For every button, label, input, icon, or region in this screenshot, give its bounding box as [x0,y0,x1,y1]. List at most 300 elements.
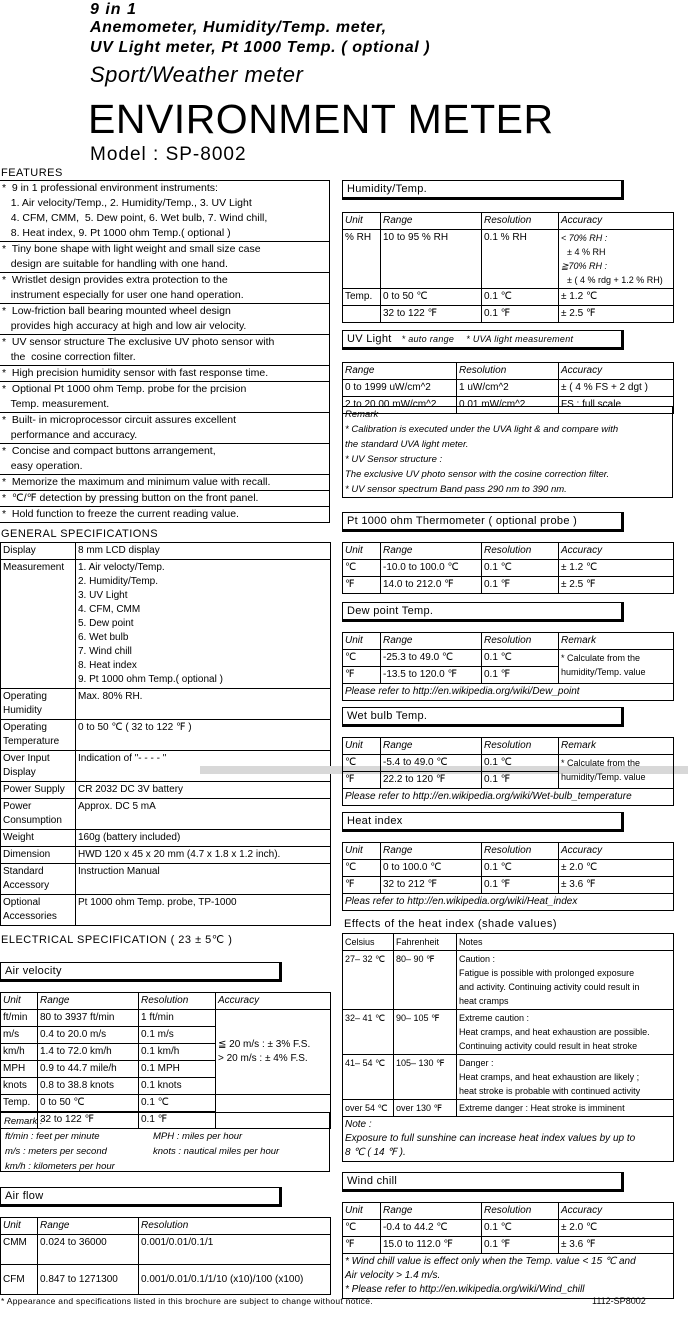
table-row [1,1235,331,1265]
header-cell: Unit [343,738,381,755]
accuracy-cell [216,1010,331,1095]
unit-cell: ℉ [343,577,381,594]
note-line[interactable]: * Please refer to http://en.wikipedia.org/wiki/Wind_chill [345,1284,585,1295]
header-cell: Accuracy [559,213,674,230]
model-number: Model : SP-8002 [90,144,247,165]
table-header-row [343,843,674,860]
resolution-cell: 0.1 ℃ [482,1220,559,1237]
fahrenheit-cell: 80– 90 ℉ [394,951,457,1010]
unit-cell: ℃ [343,650,381,667]
accuracy-line: ≦ 20 m/s : ± 3% F.S. [218,1039,311,1050]
header-cell: Range [381,738,482,755]
note-line: and activity. Continuing activity could result in [459,982,640,992]
remark-line: knots : nautical miles per hour [153,1146,280,1157]
wind-chill-table [342,1202,674,1299]
feature-line: * Built- in microprocessor circuit assures excellent [2,414,236,426]
accuracy-cell [559,230,674,289]
uv-remark-box [342,406,673,498]
reference-link[interactable]: Pleas refer to http://en.wikipedia.org/wiki/Heat_index [343,894,674,911]
notes-cell [457,1100,674,1117]
range-cell: 32 to 212 ℉ [381,877,482,894]
note-line: Extreme caution : [459,1013,530,1023]
range-cell: 2 to 20.00 mW/cm^2 [343,397,457,414]
remark-line: MPH : miles per hour [153,1131,243,1142]
header-cell: Celsius [343,934,394,951]
spec-value: HWD 120 x 45 x 20 mm (4.7 x 1.8 x 1.2 inch). [76,847,331,864]
feature-line: Temp. measurement. [2,398,110,410]
range-cell: 15.0 to 112.0 ℉ [381,1237,482,1254]
resolution-cell: 0.1 ℃ [482,560,559,577]
resolution-cell: 0.1 ℉ [482,772,559,789]
table-header-row [343,543,674,560]
accuracy-cell: ± 1.2 ℃ [559,289,674,306]
feature-item [0,366,330,382]
resolution-cell: 1 ft/min [139,1010,216,1027]
unit-cell: ℉ [343,772,381,789]
range-cell: -10.0 to 100.0 ℃ [381,560,482,577]
electrical-heading: ELECTRICAL SPECIFICATION ( 23 ± 5℃ ) [1,934,233,946]
resolution-cell: 0.001/0.01/0.1/1/10 (x10)/100 (x100) [139,1265,331,1295]
feature-line: * Wristlet design provides extra protection to the [2,274,228,286]
resolution-cell: 0.1 knots [139,1078,216,1095]
spec-value: 160g (battery included) [76,830,331,847]
accuracy-cell: ± 2.5 ℉ [559,577,674,594]
note-line: Danger : [459,1058,494,1068]
accuracy-line: < 70% RH : [561,233,608,243]
spec-row [1,799,331,830]
remark-line: km/h : kilometers per hour [5,1161,115,1172]
header-cell: Accuracy [559,363,674,380]
spec-label: Operating Temperature [1,720,76,751]
pt1000-title: Pt 1000 ohm Thermometer ( optional probe ) [342,512,624,532]
header-cell: Remark [559,633,674,650]
table-row [1,1010,331,1027]
header-cell: Unit [343,543,381,560]
header-cell: Range [381,543,482,560]
feature-line: 8. Heat index, 9. Pt 1000 ohm Temp.( optional ) [2,227,231,239]
note-line: Air velocity > 1.4 m/s. [345,1270,441,1281]
table-row [343,650,674,667]
header-cell: Resolution [139,1218,331,1235]
accuracy-line: ± 4 % RH [567,247,606,257]
feature-line: design are suitable for handling with one hand. [2,258,228,270]
note-cell [343,1254,674,1299]
remark-line: * UV Sensor structure : [345,454,443,465]
remark-heading: Remark : [4,1116,43,1127]
feature-line: easy operation. [2,460,83,472]
spec-value: CR 2032 DC 3V battery [76,782,331,799]
unit-cell: ℃ [343,560,381,577]
feature-line: * Low-friction ball bearing mounted wheel design [2,305,231,317]
features-heading: FEATURES [1,167,63,179]
feature-line: * Tiny bone shape with light weight and small size case [2,243,261,255]
note-line: Extreme danger : Heat stroke is imminent [459,1103,625,1113]
range-cell: -5.4 to 49.0 ℃ [381,755,482,772]
range-cell: 0.024 to 36000 [38,1235,139,1265]
resolution-cell: 0.1 km/h [139,1044,216,1061]
note-line: Heat cramps, and heat exhaustion are likely ; [459,1072,640,1082]
unit-cell: ℃ [343,860,381,877]
uv-title-text: UV Light [347,333,392,345]
spec-value: 0 to 50 ℃ ( 32 to 122 ℉ ) [76,720,331,751]
pt1000-table [342,542,674,594]
range-cell: 0.9 to 44.7 mile/h [38,1061,139,1078]
header-cell: Unit [343,1203,381,1220]
note-line: * Wind chill value is effect only when the Temp. value < 15 ℃ and [345,1256,636,1267]
features-list [0,180,330,523]
header-cell: Unit [1,993,38,1010]
unit-cell: knots [1,1078,38,1095]
table-row [343,1237,674,1254]
spec-value: Indication of "- - - - " [76,751,331,782]
accuracy-cell: ± 2.0 ℃ [559,860,674,877]
header-cell: Accuracy [559,843,674,860]
spec-row [1,830,331,847]
table-row [343,860,674,877]
feature-line: * Optional Pt 1000 ohm Temp. probe for the prcision [2,383,247,395]
header-cell: Accuracy [559,1203,674,1220]
note-line: Fatigue is possible with prolonged exposure [459,968,635,978]
header-cell: Remark [559,738,674,755]
footer-disclaimer: * Appearance and specifications listed in this brochure are subject to change without notice. [1,1296,373,1306]
feature-item [0,273,330,304]
header-cell: Fahrenheit [394,934,457,951]
feature-item [0,444,330,475]
accuracy-cell: ± 1.2 ℃ [559,560,674,577]
range-cell: -13.5 to 120.0 ℉ [381,667,482,684]
spec-value: Pt 1000 ohm Temp. probe, TP-1000 [76,895,331,926]
spec-label: Dimension [1,847,76,864]
general-specs-table [0,542,331,926]
effects-title: Effects of the heat index (shade values) [344,918,558,930]
feature-line: * High precision humidity sensor with fast response time. [2,367,269,379]
header-cell: Unit [343,843,381,860]
header-cell: Notes [457,934,674,951]
footer-code: 1112-SP8002 [592,1296,646,1306]
spec-label: Over Input Display [1,751,76,782]
resolution-cell: 0.1 ℃ [482,755,559,772]
effects-table [342,933,674,1162]
header-cell: Unit [1,1218,38,1235]
spec-label: Power Supply [1,782,76,799]
reference-row [343,684,674,701]
feature-item [0,475,330,491]
air-velocity-remark [0,1112,330,1172]
unit-cell: ℉ [343,1237,381,1254]
table-row [343,380,674,397]
table-header-row [343,1203,674,1220]
air-velocity-title: Air velocity [0,962,282,982]
air-flow-title: Air flow [0,1187,282,1207]
table-header-row [343,934,674,951]
feature-item [0,242,330,273]
spec-label: Display [1,543,76,560]
resolution-cell: 0.1 ℃ [139,1095,216,1112]
range-cell: 0.847 to 1271300 [38,1265,139,1295]
accuracy-cell: ± 3.6 ℉ [559,877,674,894]
unit-cell [343,306,381,323]
unit-cell: MPH [1,1061,38,1078]
spec-row [1,895,331,926]
range-cell: 32 to 122 ℉ [38,1112,139,1129]
note-line: 8 ℃ ( 14 ℉ ). [345,1147,406,1158]
fahrenheit-cell: over 130 ℉ [394,1100,457,1117]
header-cell: Resolution [482,213,559,230]
spec-label: Weight [1,830,76,847]
header-line-1: 9 in 1 [90,1,137,18]
range-cell: 0 to 1999 uW/cm^2 [343,380,457,397]
table-row [343,577,674,594]
table-row [343,560,674,577]
header-cell: Unit [343,633,381,650]
spec-label: Optional Accessories [1,895,76,926]
note-row [343,1254,674,1299]
feature-item [0,507,330,523]
heat-index-title: Heat index [342,812,624,832]
celsius-cell: over 54 ℃ [343,1100,394,1117]
resolution-cell: 0.1 ℃ [482,289,559,306]
unit-cell: Temp. [343,289,381,306]
header-cell: Range [381,213,482,230]
table-row [343,877,674,894]
remark-line: * Calibration is executed under the UVA light & and compare with [345,424,619,435]
notes-cell [457,1010,674,1055]
accuracy-cell: FS : full scale [559,397,674,414]
note-line: Continuing activity could result in heat stroke [459,1041,638,1051]
remark-line: Remark [345,409,379,420]
unit-cell: Temp. [1,1095,38,1112]
feature-item [0,181,330,242]
range-cell: 80 to 3937 ft/min [38,1010,139,1027]
range-cell: 0.8 to 38.8 knots [38,1078,139,1095]
resolution-cell: 0.1 ℉ [482,877,559,894]
header-cell: Unit [343,213,381,230]
uv-note-auto-range: * auto range [401,334,455,344]
remark-line: The exclusive UV photo sensor with the cosine correction filter. [345,469,610,480]
resolution-cell: 0.001/0.01/0.1/1 [139,1235,331,1265]
spec-value: 8 mm LCD display [76,543,331,560]
fahrenheit-cell: 90– 105 ℉ [394,1010,457,1055]
reference-link[interactable]: Please refer to http://en.wikipedia.org/wiki/Wet-bulb_temperature [343,789,674,806]
resolution-cell: 0.1 ℉ [482,667,559,684]
remark-line: ft/min : feet per minute [5,1131,100,1142]
accuracy-cell: ± 2.5 ℉ [559,306,674,323]
feature-line: * UV sensor structure The exclusive UV photo sensor with [2,336,275,348]
humidity-title: Humidity/Temp. [342,180,624,200]
unit-cell: % RH [343,230,381,289]
heat-index-table [342,842,674,911]
range-cell: -25.3 to 49.0 ℃ [381,650,482,667]
remark-line: the standard UVA light meter. [345,439,469,450]
resolution-cell: 0.1 ℃ [482,860,559,877]
header-cell: Range [38,993,139,1010]
table-header-row [1,993,331,1010]
resolution-cell: 1 uW/cm^2 [457,380,559,397]
feature-item [0,304,330,335]
table-row [343,1220,674,1237]
note-row [343,1117,674,1162]
feature-line: 4. CFM, CMM, 5. Dew point, 6. Wet bulb, 7. Wind chill, [2,212,268,224]
table-header-row [343,363,674,380]
spec-label: Power Consumption [1,799,76,830]
header-cell: Resolution [482,543,559,560]
general-specs-heading: GENERAL SPECIFICATIONS [1,528,159,540]
unit-cell: km/h [1,1044,38,1061]
feature-line: the cosine correction filter. [2,351,136,363]
table-header-row [343,213,674,230]
feature-item [0,382,330,413]
accuracy-line: ≧70% RH : [561,261,608,271]
table-row [343,289,674,306]
note-cell [343,1117,674,1162]
header-cell: Resolution [482,738,559,755]
note-line: Exposure to full sunshine can increase heat index values by up to [345,1133,636,1144]
resolution-cell: 0.1 ℃ [482,650,559,667]
remark-line: humidity/Temp. value [561,772,646,782]
note-line: Note : [345,1119,372,1130]
spec-label: Operating Humidity [1,689,76,720]
remark-line: m/s : meters per second [5,1146,107,1157]
header-cell: Range [381,843,482,860]
note-line: Caution : [459,954,496,964]
spec-row [1,720,331,751]
header-line-2: Anemometer, Humidity/Temp. meter, [90,19,387,36]
resolution-cell: 0.1 % RH [482,230,559,289]
range-cell: 0 to 100.0 ℃ [381,860,482,877]
header-cell: Range [38,1218,139,1235]
remark-cell [559,755,674,789]
reference-row [343,789,674,806]
unit-cell: ℃ [343,755,381,772]
spec-value: 1. Air velocty/Temp. 2. Humidity/Temp. 3. UV Light 4. CFM, CMM 5. Dew point 6. Wet bulb 7. Wind chill 8. Heat index 9. Pt 1000 ohm Temp.( optional ) [76,560,331,689]
reference-row [343,894,674,911]
table-row [343,306,674,323]
feature-item [0,335,330,366]
header-cell: Resolution [482,843,559,860]
resolution-cell: 0.1 ℉ [482,1237,559,1254]
uv-note-uva: * UVA light measurement [466,334,574,344]
range-cell: 1.4 to 72.0 km/h [38,1044,139,1061]
spec-row [1,560,331,689]
uv-light-title [342,330,624,350]
resolution-cell: 0.1 MPH [139,1061,216,1078]
accuracy-cell: ± ( 4 % FS + 2 dgt ) [559,380,674,397]
feature-line: * Concise and compact buttons arrangement, [2,445,216,457]
air-flow-table [0,1217,331,1295]
reference-link[interactable]: Please refer to http://en.wikipedia.org/wiki/Dew_point [343,684,674,701]
remark-cell [559,650,674,684]
range-cell: 10 to 95 % RH [381,230,482,289]
table-row [343,230,674,289]
spec-value: Instruction Manual [76,864,331,895]
feature-line: performance and accuracy. [2,429,138,441]
spec-row [1,543,331,560]
feature-line: * ℃/℉ detection by pressing button on the front panel. [2,492,259,504]
unit-cell: m/s [1,1027,38,1044]
header-line-4: Sport/Weather meter [90,62,304,87]
dew-point-table [342,632,674,701]
table-row [343,1010,674,1055]
header-cell: Resolution [457,363,559,380]
spec-row [1,847,331,864]
resolution-cell: 0.1 ℉ [482,577,559,594]
spec-row [1,782,331,799]
range-cell: 0 to 50 ℃ [381,289,482,306]
humidity-table [342,212,674,323]
header-cell: Range [381,633,482,650]
spec-value: Approx. DC 5 mA [76,799,331,830]
page-title: ENVIRONMENT METER [88,96,554,142]
resolution-cell: 0.1 ℉ [482,306,559,323]
resolution-cell: 0.01 mW/cm^2 [457,397,559,414]
table-header-row [1,1218,331,1235]
range-cell: 14.0 to 212.0 ℉ [381,577,482,594]
celsius-cell: 27– 32 ℃ [343,951,394,1010]
note-line: heat cramps [459,996,509,1006]
spec-value: Max. 80% RH. [76,689,331,720]
celsius-cell: 41– 54 ℃ [343,1055,394,1100]
table-row [1,1265,331,1295]
note-line: heat stroke is probable with continued activity [459,1086,641,1096]
table-row [1,1095,331,1112]
celsius-cell: 32– 41 ℃ [343,1010,394,1055]
remark-line: * Calculate from the [561,653,641,663]
feature-item [0,413,330,444]
note-line: Heat cramps, and heat exhaustion are possible. [459,1027,650,1037]
remark-line: * UV sensor spectrum Band pass 290 nm to 390 nm. [345,484,567,495]
header-cell: Range [343,363,457,380]
resolution-cell: 0.1 ℉ [139,1112,216,1129]
remark-line: * Calculate from the [561,758,641,768]
header-cell: Accuracy [559,543,674,560]
unit-cell: CMM [1,1235,38,1265]
range-cell: 32 to 122 ℉ [381,306,482,323]
header-cell: Resolution [139,993,216,1010]
header-cell: Range [381,1203,482,1220]
feature-line: * Memorize the maximum and minimum value with recall. [2,476,271,488]
notes-cell [457,951,674,1010]
feature-line: * 9 in 1 professional environment instruments: [2,182,218,194]
table-row [343,1100,674,1117]
feature-line: provides high accuracy at high and low air velocity. [2,320,247,332]
range-cell: 0 to 50 ℃ [38,1095,139,1112]
feature-line: instrument especially for user one hand operation. [2,289,244,301]
feature-item [0,491,330,507]
unit-cell: ft/min [1,1010,38,1027]
fahrenheit-cell: 105– 130 ℉ [394,1055,457,1100]
resolution-cell: 0.1 m/s [139,1027,216,1044]
spec-label: Measurement [1,560,76,689]
spec-row [1,689,331,720]
range-cell: 22.2 to 120 ℉ [381,772,482,789]
spec-label: Standard Accessory [1,864,76,895]
accuracy-cell: ± 3.6 ℉ [559,1237,674,1254]
accuracy-cell: ± 2.0 ℃ [559,1220,674,1237]
table-row [343,755,674,772]
table-header-row [343,633,674,650]
table-row [343,1055,674,1100]
header-line-3: UV Light meter, Pt 1000 Temp. ( optional ) [90,39,431,56]
wind-chill-title: Wind chill [342,1172,624,1192]
accuracy-line: ± ( 4 % rdg + 1.2 % RH) [567,275,663,285]
notes-cell [457,1055,674,1100]
table-row [343,951,674,1010]
unit-cell: ℉ [343,877,381,894]
unit-cell: ℃ [343,1220,381,1237]
feature-line: * Hold function to freeze the current reading value. [2,508,239,520]
range-cell: 0.4 to 20.0 m/s [38,1027,139,1044]
feature-line: 1. Air velocity/Temp., 2. Humidity/Temp., 3. UV Light [2,197,252,209]
